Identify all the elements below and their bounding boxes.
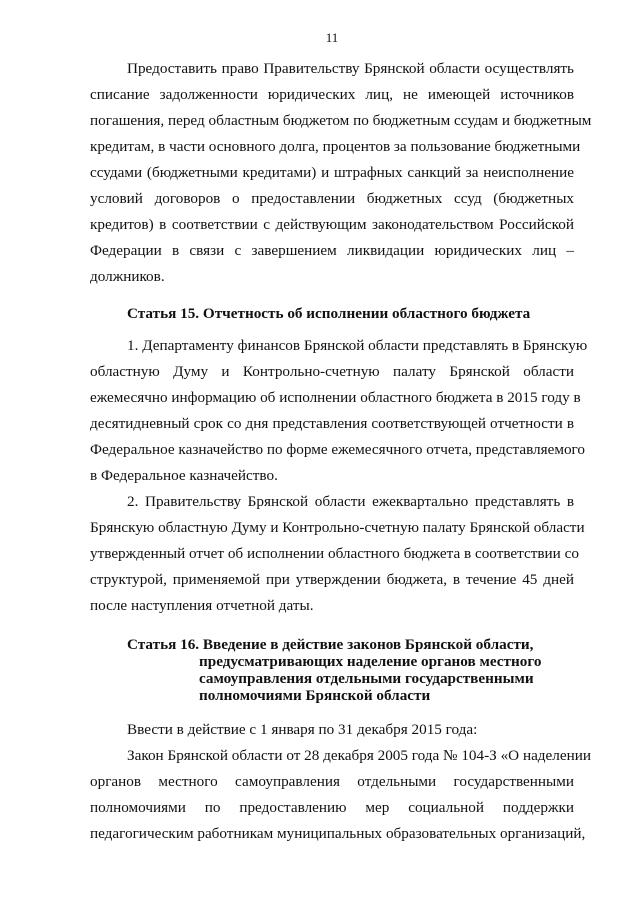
text-line: в Федеральное казначейство. bbox=[90, 467, 278, 484]
text-line: областную Думу и Контрольно-счетную палату Брянской области bbox=[90, 363, 574, 380]
article-16-heading bbox=[127, 636, 541, 704]
text-line: Предоставить право Правительству Брянской области осуществлять bbox=[127, 60, 574, 77]
article-15-paragraph-2 bbox=[90, 489, 585, 619]
text-line: полномочиями по предоставлению мер социальной поддержки bbox=[90, 799, 574, 816]
text-line: десятидневный срок со дня представления соответствующей отчетности в bbox=[90, 415, 574, 432]
article-16-paragraph-1 bbox=[90, 717, 574, 743]
text-line: кредитам, в части основного долга, процентов за пользование бюджетными bbox=[90, 138, 581, 155]
text-line: 1. Департаменту финансов Брянской области представлять в Брянскую bbox=[127, 337, 588, 354]
text-line: ежемесячно информацию об исполнении областного бюджета в 2015 году в bbox=[90, 389, 581, 406]
heading-line: предусматривающих наделение органов местного bbox=[199, 653, 542, 670]
text-line: 2. Правительству Брянской области ежеквартально представлять в bbox=[127, 493, 574, 510]
text-line: утвержденный отчет об исполнении областного бюджета в соответствии со bbox=[90, 545, 579, 562]
text-line: Ввести в действие с 1 января по 31 декабря 2015 года: bbox=[127, 721, 478, 738]
article-16-paragraph-2 bbox=[90, 743, 591, 847]
article-15-paragraph-1 bbox=[90, 333, 588, 489]
text-line: Федеральное казначейство по форме ежемесячного отчета, представляемого bbox=[90, 441, 586, 458]
text-line: условий договоров о предоставлении бюджетных ссуд (бюджетных bbox=[90, 190, 574, 207]
text-line: структурой, применяемой при утверждении бюджета, в течение 45 дней bbox=[90, 571, 574, 588]
text-line: ссудами (бюджетными кредитами) и штрафных санкций за неисполнение bbox=[90, 164, 574, 181]
text-line: должников. bbox=[90, 268, 165, 285]
text-line: кредитов) в соответствии с действующим законодательством Российской bbox=[90, 216, 574, 233]
text-line: Закон Брянской области от 28 декабря 2005 года № 104-З «О наделении bbox=[127, 747, 591, 764]
heading-line: самоуправления отдельными государственными bbox=[199, 670, 534, 687]
text-line: списание задолженности юридических лиц, не имеющей источников bbox=[90, 86, 574, 103]
text-line: органов местного самоуправления отдельными государственными bbox=[90, 773, 574, 790]
text-line: погашения, перед областным бюджетом по бюджетным ссудам и бюджетным bbox=[90, 112, 592, 129]
page-number: 11 bbox=[325, 30, 339, 45]
paragraph-write-off-debt bbox=[90, 56, 592, 290]
text-line: Брянскую областную Думу и Контрольно-счетную палату Брянской области bbox=[90, 519, 585, 536]
text-line: после наступления отчетной даты. bbox=[90, 597, 314, 614]
text-line: Федерации в связи с завершением ликвидации юридических лиц – bbox=[90, 242, 574, 259]
heading-line: полномочиями Брянской области bbox=[199, 687, 431, 704]
article-15-heading: Статья 15. Отчетность об исполнении областного бюджета bbox=[127, 305, 531, 322]
text-line: педагогическим работникам муниципальных образовательных организаций, bbox=[90, 825, 586, 842]
heading-line: Статья 16. Введение в действие законов Брянской области, bbox=[127, 636, 534, 653]
